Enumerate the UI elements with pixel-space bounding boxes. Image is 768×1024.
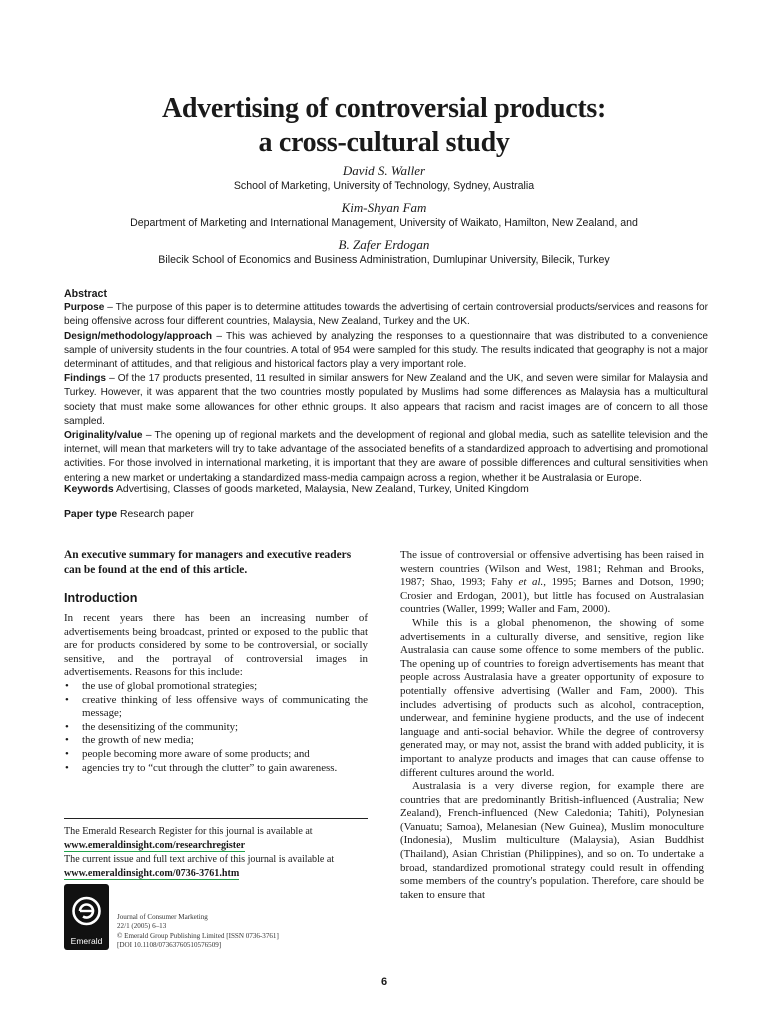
title-line-2: a cross-cultural study <box>258 127 510 158</box>
section-label: Purpose <box>64 302 105 314</box>
author-affiliation: Department of Marketing and International Management, University of Waikato, Hamilton, New Zealand, and <box>130 217 638 229</box>
abstract-originality <box>64 429 708 486</box>
list-item: • the growth of new media; <box>64 734 368 748</box>
abstract-design <box>64 330 708 373</box>
text-run: , 1995; Barnes and Dotson, 1990; Crosier and Erdogan, 2001), but little has focused on Australasian countries (Waller, 1999; Waller and Fam, 2000). <box>400 576 704 616</box>
list-item: • creative thinking of less offensive ways of communicating the message; <box>64 694 368 721</box>
section-label: Originality/value <box>64 430 143 442</box>
list-item: • the desensitizing of the community; <box>64 721 368 735</box>
page-number: 6 <box>380 976 388 988</box>
register-text: The Emerald Research Register for this journal is available at <box>64 826 313 837</box>
author-entry <box>40 200 728 231</box>
author-list <box>40 163 728 274</box>
section-text: – The opening up of regional markets and the development of regional and global media, such as satellite television and the internet, will mean that marketers will try to take advantage of the associated benefits of a standardized approach to advertising and promotional activities. For those involved in international marketing, it is important that they are aware of possible differences and cultural sensitivities when entering a new market or undertaking a standardized mass-media campaign across a region, whether it be Australasia or Europe. <box>64 430 708 484</box>
body-paragraph: While this is a global phenomenon, the showing of some advertisements in a culturally diverse, and sensitive, region like Australasia can cause some offence to some members of the public. The opening up of countries to foreign advertisements has meant that people across Australasia have a greater opportunity of exposure to potentially offensive advertising (Waller and Fam, 2000). This includes advertising of products such as alcohol, contraception, underwear, and feminine hygiene products, and the use of indecent language and anti-social behavior. While the degree of controversy generated may, or may not, assist the brand with added publicity, it is important to analyze products and images that can cause offense to different cultures around the world. <box>400 616 704 779</box>
section-text: – This was achieved by analyzing the responses to a questionnaire that was distributed to a convenience sample of university students in the four countries. A total of 954 were sampled for this study. The results indicated that geography is not a major determinant of attitudes, and that religious and historical factors play a very important role. <box>64 330 708 371</box>
author-name: David S. Waller <box>342 163 426 178</box>
abstract <box>64 287 708 486</box>
title-line-1: Advertising of controversial products: <box>161 93 607 124</box>
body-paragraph <box>400 549 704 617</box>
body-paragraph: Australasia is a very diverse region, for example there are countries that are predominantly British-influenced (Australia; New Zealand), French-influenced (New Caledonia; Tahiti), Polynesian (Vanuatu; Samoa), Melanesian (New Guinea), Muslim monoculture (Indonesia), Muslim multiculture (Malaysia), Asian Buddhist (Thailand), Asian Christian (Philippines), and so on. To undertake a broad, standardized promotional strategy could result in offending some members of the country's population. Therefore, care should be taken to ensure that <box>400 780 704 901</box>
section-text: – Of the 17 products presented, 11 resulted in similar answers for New Zealand and the UK, and seven were similar for Malaysia and Turkey. However, it was apparent that the two countries mostly populated by Muslims had some differences as Malaysia has a multicultural society that must make some allowances for other ethnic groups. It also appears that racism and racist images are of concern to all those sampled. <box>64 373 708 427</box>
journal-name: Journal of Consumer Marketing <box>117 913 208 921</box>
introduction-heading: Introduction <box>64 591 138 605</box>
author-affiliation: School of Marketing, University of Technology, Sydney, Australia <box>233 180 535 192</box>
keywords <box>64 484 708 495</box>
right-column <box>400 549 704 902</box>
section-label: Findings <box>64 373 107 385</box>
abstract-heading: Abstract <box>64 288 107 300</box>
journal-doi: [DOI 10.1108/07363760510576509] <box>117 940 222 949</box>
text-run-italic: et al. <box>518 576 544 589</box>
emerald-logo-icon <box>71 894 102 928</box>
logo-label: Emerald <box>70 936 103 946</box>
journal-volume: 22/1 (2005) 6–13 <box>117 922 167 931</box>
journal-archive-link[interactable]: www.emeraldinsight.com/0736-3761.htm <box>64 868 240 879</box>
journal-info <box>64 884 368 964</box>
executive-summary-note: An executive summary for managers and executive readers can be found at the end of this article. <box>64 549 352 576</box>
emerald-register-box <box>64 818 368 881</box>
author-entry <box>40 163 728 194</box>
journal-details <box>117 913 279 950</box>
introduction-text: In recent years there has been an increasing number of advertisements being broadcast, printed or exposed to the public that are for products considered by some to be controversial, or socially sensitive, and the portrayal of controversial images in advertisements. Reasons for this include: <box>64 612 368 679</box>
paper-type <box>64 509 194 520</box>
list-item: • the use of global promotional strategies; <box>64 680 368 694</box>
paper-title <box>60 92 708 160</box>
abstract-purpose <box>64 301 708 329</box>
text-run: The issue of controversial or offensive advertising has been raised in western countries (Wilson and West, 1981; Rehman and Brooks, 1987; Shao, 1993; Fahy <box>400 549 704 589</box>
author-name: Kim-Shyan Fam <box>341 200 427 215</box>
author-affiliation: Bilecik School of Economics and Business Administration, Dumlupinar University, Bilecik, Turkey <box>158 254 610 266</box>
emerald-logo <box>64 884 109 950</box>
list-item: • people becoming more aware of some products; and <box>64 748 368 762</box>
section-label: Design/methodology/approach <box>64 330 213 342</box>
journal-publisher: © Emerald Group Publishing Limited [ISSN 0736-3761] <box>117 931 279 940</box>
paper-type-label: Paper type <box>64 509 118 520</box>
list-item: • agencies try to “cut through the clutter” to gain awareness. <box>64 762 368 776</box>
left-column <box>64 548 368 775</box>
research-register-link[interactable]: www.emeraldinsight.com/researchregister <box>64 840 246 851</box>
abstract-findings <box>64 372 708 429</box>
archive-text: The current issue and full text archive of this journal is available at <box>64 854 335 865</box>
keywords-label: Keywords <box>64 484 114 495</box>
author-entry <box>40 237 728 268</box>
reasons-list <box>64 680 368 775</box>
author-name: B. Zafer Erdogan <box>338 237 430 252</box>
section-text: – The purpose of this paper is to determine attitudes towards the advertising of certain controversial products/services and reasons for being offensive across four different countries, Malaysia, New Zealand, Turkey and the UK. <box>64 302 708 328</box>
keywords-text: Advertising, Classes of goods marketed, Malaysia, New Zealand, Turkey, United Kingdom <box>113 484 529 495</box>
paper-type-text: Research paper <box>117 509 194 520</box>
